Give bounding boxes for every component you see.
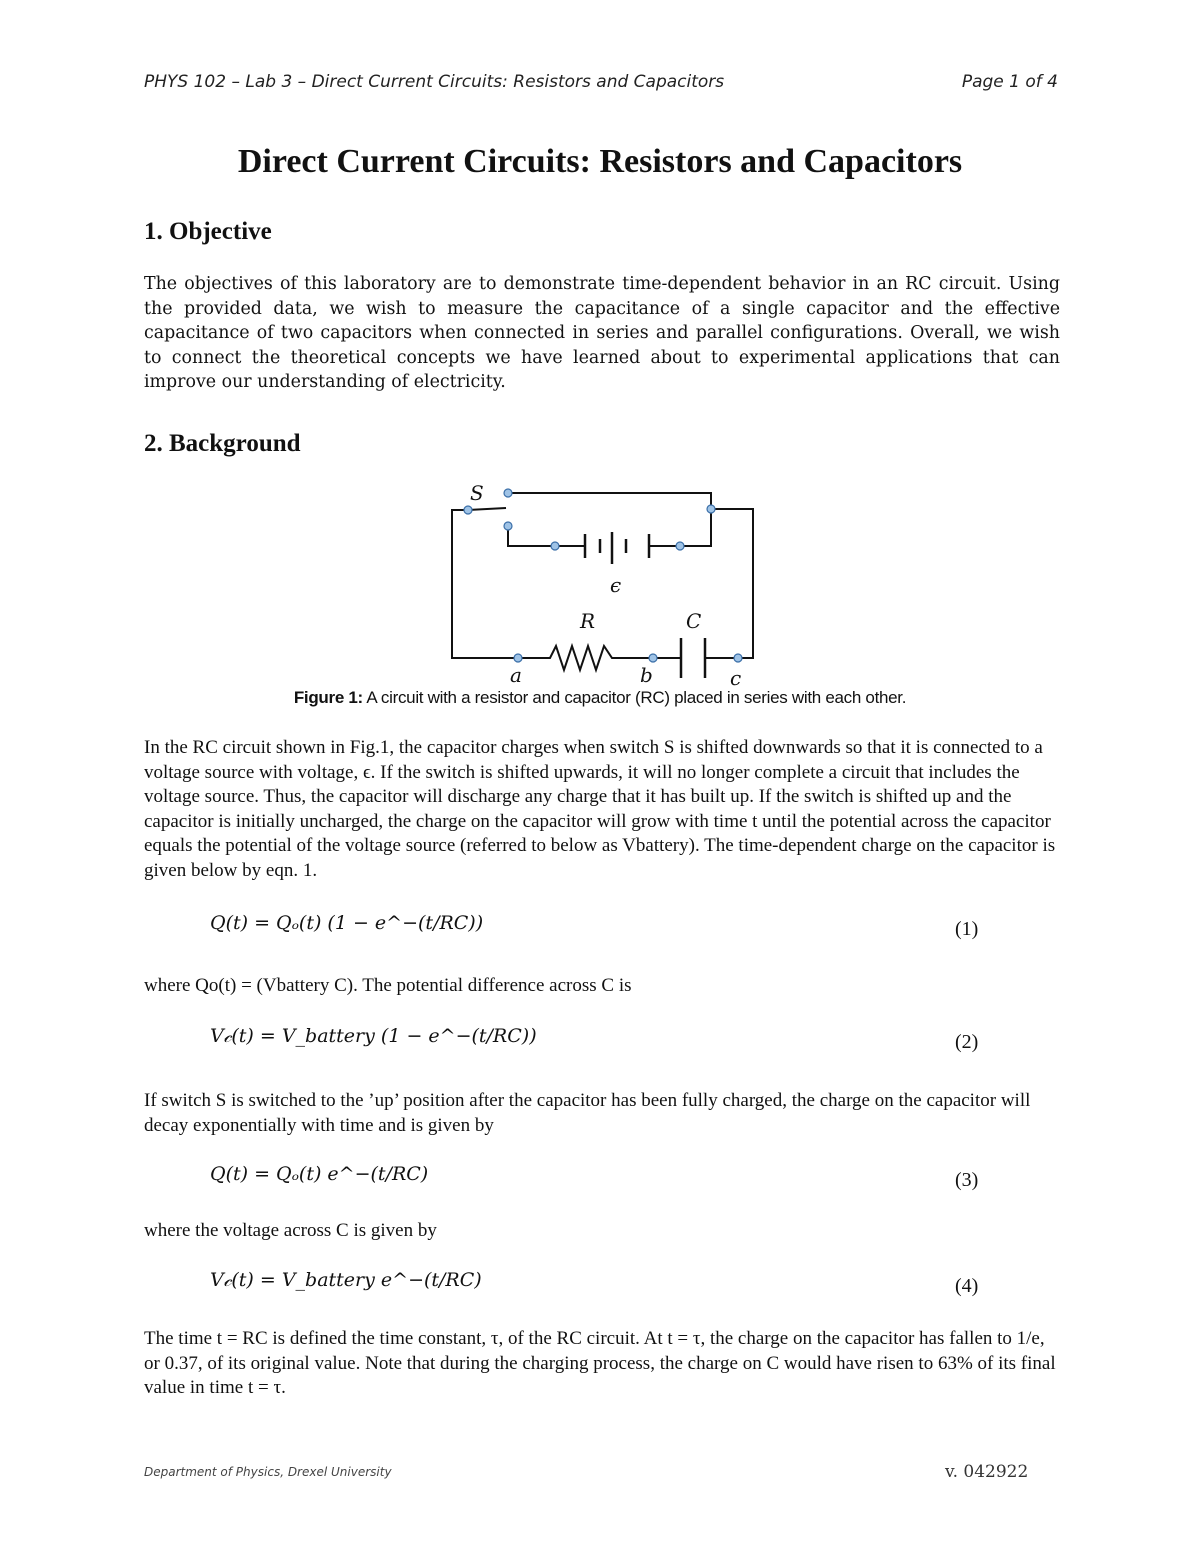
capacitor-symbol	[681, 638, 705, 678]
background-paragraph-1: In the RC circuit shown in Fig.1, the capacitor charges when switch S is shifted downwards so that it is connected to a voltage source with voltage, ϵ. If the switch is shifted upwards, it will no longer complete a circuit that includes the voltage source. Thus, the capacitor will discharge any charge that it has built up. If the switch is shifted up and the capacitor is initially uncharged, the charge on the capacitor will grow with time t until the potential across the capacitor equals the potential of the voltage source (referred to below as Vbattery). The time-dependent charge on the capacitor is given below by eqn. 1.	[144, 737, 1056, 881]
equation-4	[210, 1269, 482, 1291]
figure-caption-text: A circuit with a resistor and capacitor (RC) placed in series with each other.	[362, 688, 907, 707]
equation-3-number: (3)	[955, 1169, 979, 1191]
equation-4-text: V𝒸(t) = V_battery e^−(t/RC)	[210, 1269, 482, 1291]
rc-circuit-figure	[440, 478, 770, 688]
equation-3-text: Q(t) = Qₒ(t) e^−(t/RC)	[210, 1163, 429, 1185]
switch-label: S	[470, 481, 484, 505]
node-a-label: a	[510, 663, 522, 687]
equation-1	[210, 912, 483, 934]
circuit-nodes	[464, 489, 742, 662]
figure-caption-label: Figure 1:	[293, 688, 363, 707]
footer-department: Department of Physics, Drexel University	[144, 1465, 392, 1479]
capacitor-label: C	[686, 609, 702, 633]
equation-2-number: (2)	[955, 1031, 979, 1053]
emf-label: ϵ	[610, 573, 622, 597]
equation-2-text: V𝒸(t) = V_battery (1 − e^−(t/RC))	[210, 1025, 537, 1047]
battery-symbol	[585, 532, 649, 564]
equation-4-number: (4)	[955, 1275, 979, 1297]
page-title: Direct Current Circuits: Resistors and Capacitors	[237, 143, 963, 180]
footer-version: v. 042922	[945, 1462, 1029, 1482]
objective-heading: 1. Objective	[144, 218, 272, 245]
equation-3	[210, 1163, 428, 1185]
running-header-title: PHYS 102 – Lab 3 – Direct Current Circuits: Resistors and Capacitors	[144, 72, 725, 92]
circuit-wires	[452, 493, 753, 670]
background-paragraph-4: where the voltage across C is given by	[144, 1220, 437, 1241]
node-c-label: c	[730, 666, 742, 688]
resistor-label: R	[580, 609, 596, 633]
page-number: Page 1 of 4	[961, 72, 1058, 92]
background-paragraph-2: where Qo(t) = (Vbattery C). The potential difference across C is	[144, 975, 632, 996]
figure-caption	[0, 688, 1200, 708]
equation-1-number: (1)	[955, 918, 979, 940]
equation-2	[210, 1025, 537, 1047]
node-b-label: b	[640, 663, 653, 687]
objective-paragraph: The objectives of this laboratory are to demonstrate time-dependent behavior in an RC circuit. Using the provided data, we wish to measure the capacitance of a single capacitor and the effective capacitance of two capacitors when connected in series and parallel configurations. Overall, we wish to connect the theoretical concepts we have learned about to experimental applications that can improve our understanding of electricity.	[144, 274, 1060, 393]
background-heading: 2. Background	[144, 430, 301, 457]
equation-1-text: Q(t) = Qₒ(t) (1 − e^−(t/RC))	[210, 912, 484, 934]
background-paragraph-5: The time t = RC is defined the time constant, τ, of the RC circuit. At t = τ, the charge on the capacitor has fallen to 1/e, or 0.37, of its original value. Note that during the charging process, the charge on C would have risen to 63% of its final value in time t = τ.	[144, 1328, 1056, 1399]
background-paragraph-3: If switch S is switched to the ’up’ position after the capacitor has been fully charged, the charge on the capacitor will decay exponentially with time and is given by	[144, 1090, 1031, 1136]
